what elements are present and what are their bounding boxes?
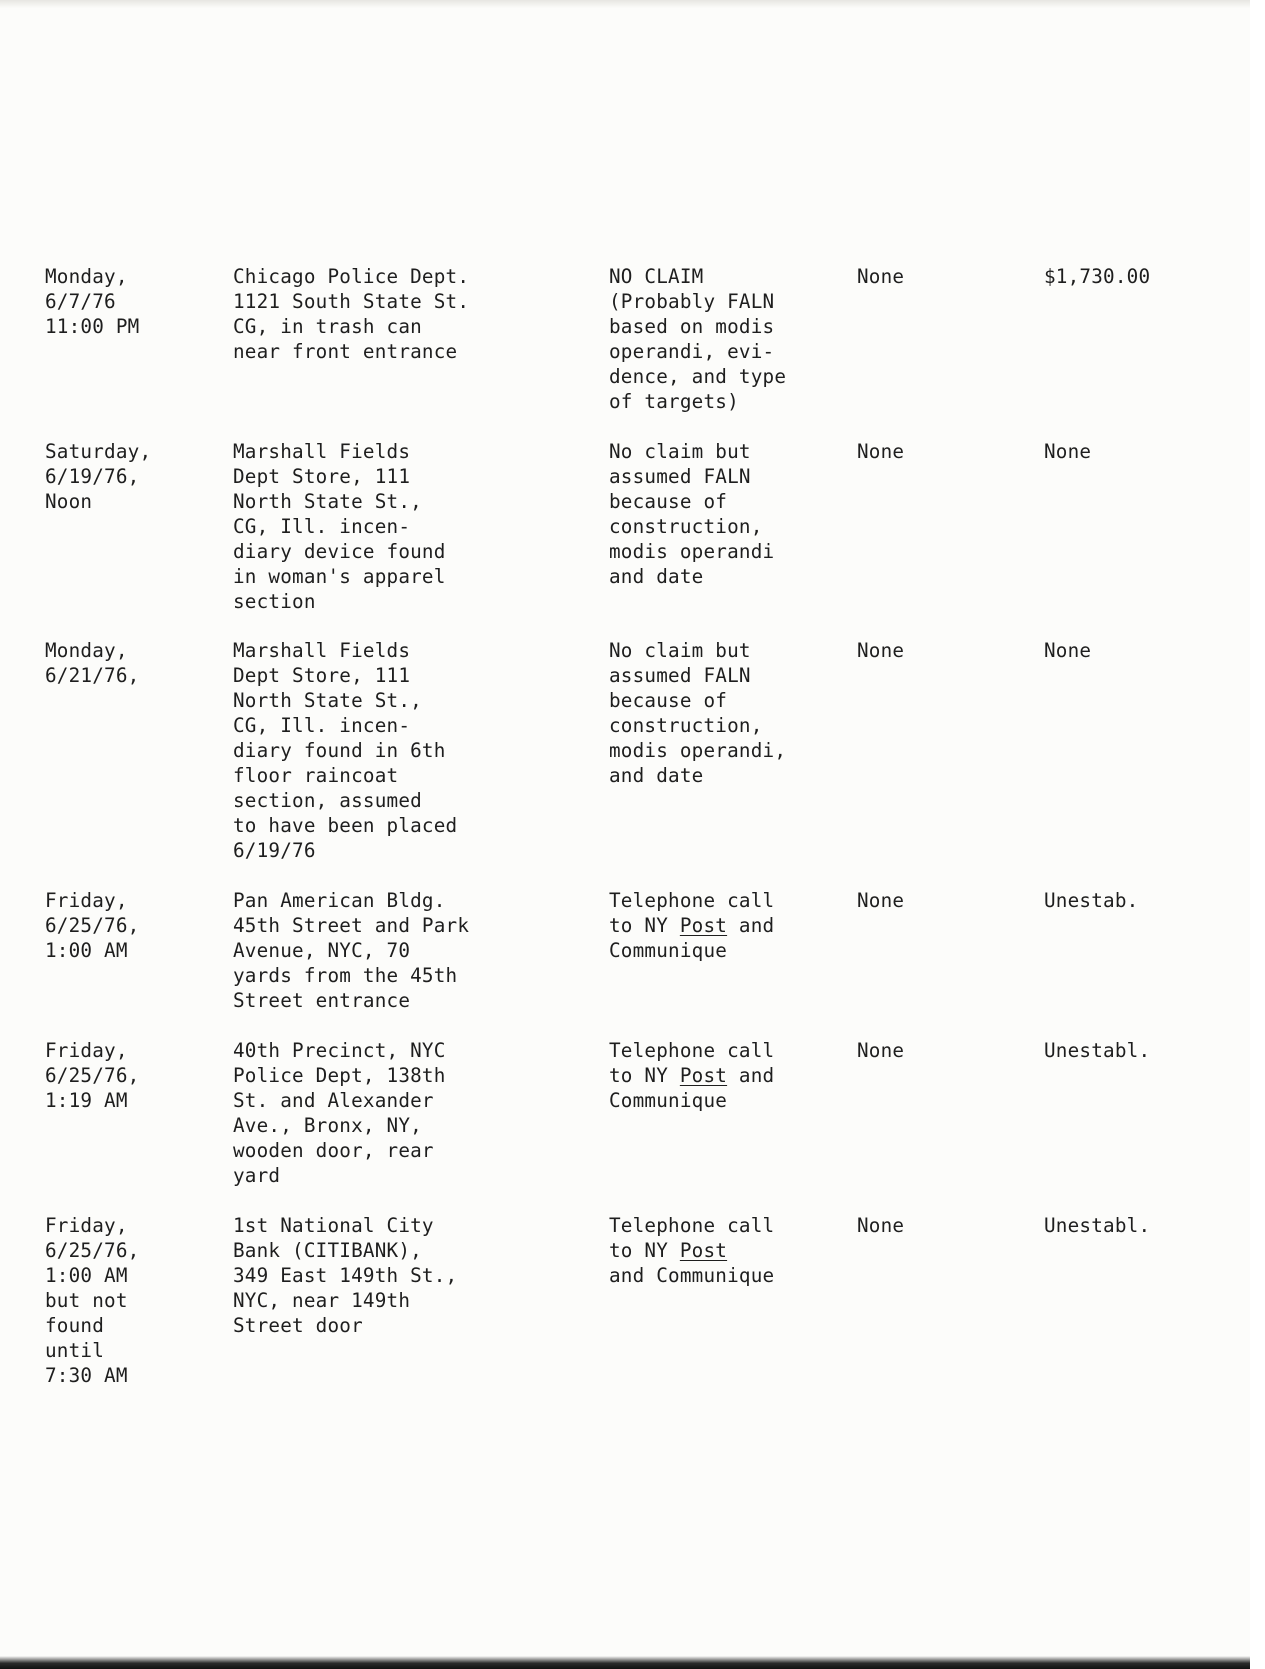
- incident-injuries: None: [857, 889, 905, 912]
- claim-line: Telephone call: [609, 889, 775, 912]
- incident-injuries: None: [857, 1039, 905, 1062]
- incident-damage: $1,730.00: [1044, 265, 1151, 288]
- incident-damage: Unestab.: [1044, 889, 1139, 912]
- incident-damage: Unestabl.: [1044, 1039, 1151, 1062]
- incident-location: Marshall Fields Dept Store, 111 North State St., CG, Ill. incen- diary device found in woman's apparel section: [233, 440, 446, 613]
- incident-location: 40th Precinct, NYC Police Dept, 138th St. and Alexander Ave., Bronx, NY, wooden door, rear yard: [233, 1039, 446, 1187]
- claim-line: Telephone call: [609, 1039, 775, 1062]
- incident-date: Monday, 6/7/76 11:00 PM: [45, 265, 140, 338]
- incident-damage: Unestabl.: [1044, 1214, 1151, 1237]
- claim-line-prefix: to NY: [609, 1064, 680, 1087]
- incident-location: Pan American Bldg. 45th Street and Park Avenue, NYC, 70 yards from the 45th Street entrance: [233, 889, 470, 1012]
- incident-claim: No claim but assumed FALN because of construction, modis operandi and date: [609, 440, 775, 588]
- scan-bottom-edge: [0, 1656, 1250, 1669]
- scan-top-edge: [0, 0, 1250, 8]
- incident-date: Saturday, 6/19/76, Noon: [45, 440, 152, 513]
- incident-claim: [609, 1213, 774, 1288]
- newspaper-name: Post: [679, 1064, 728, 1087]
- incident-injuries: None: [857, 1214, 905, 1237]
- incident-date: Monday, 6/21/76,: [45, 639, 140, 687]
- claim-line: Telephone call: [609, 1214, 775, 1237]
- claim-line: Communique: [609, 1089, 728, 1112]
- incident-claim: NO CLAIM (Probably FALN based on modis operandi, evi- dence, and type of targets): [609, 265, 787, 413]
- incident-date: Friday, 6/25/76, 1:19 AM: [45, 1039, 140, 1112]
- claim-line-prefix: to NY: [609, 914, 680, 937]
- claim-line-suffix: and: [727, 1064, 775, 1087]
- newspaper-name: Post: [679, 1239, 728, 1262]
- incident-claim: [609, 888, 774, 963]
- incident-date: Friday, 6/25/76, 1:00 AM but not found until 7:30 AM: [45, 1214, 140, 1387]
- incident-location: 1st National City Bank (CITIBANK), 349 East 149th St., NYC, near 149th Street door: [233, 1214, 458, 1337]
- incident-claim: No claim but assumed FALN because of construction, modis operandi, and date: [609, 639, 787, 787]
- incident-claim: [609, 1038, 774, 1113]
- incident-damage: None: [1044, 639, 1092, 662]
- scan-margin: [1250, 0, 1265, 1669]
- incident-injuries: None: [857, 265, 905, 288]
- newspaper-name: Post: [679, 914, 728, 937]
- claim-line-suffix: and: [727, 914, 775, 937]
- incident-damage: None: [1044, 440, 1092, 463]
- claim-line-prefix: to NY: [609, 1239, 680, 1262]
- incident-injuries: None: [857, 440, 905, 463]
- claim-line: Communique: [609, 939, 728, 962]
- incident-location: Chicago Police Dept. 1121 South State St. CG, in trash can near front entrance: [233, 265, 470, 363]
- incident-injuries: None: [857, 639, 905, 662]
- incident-location: Marshall Fields Dept Store, 111 North State St., CG, Ill. incen- diary found in 6th floor raincoat section, assumed to have been placed 6/19/76: [233, 639, 458, 862]
- incident-date: Friday, 6/25/76, 1:00 AM: [45, 889, 140, 962]
- claim-line: and Communique: [609, 1264, 775, 1287]
